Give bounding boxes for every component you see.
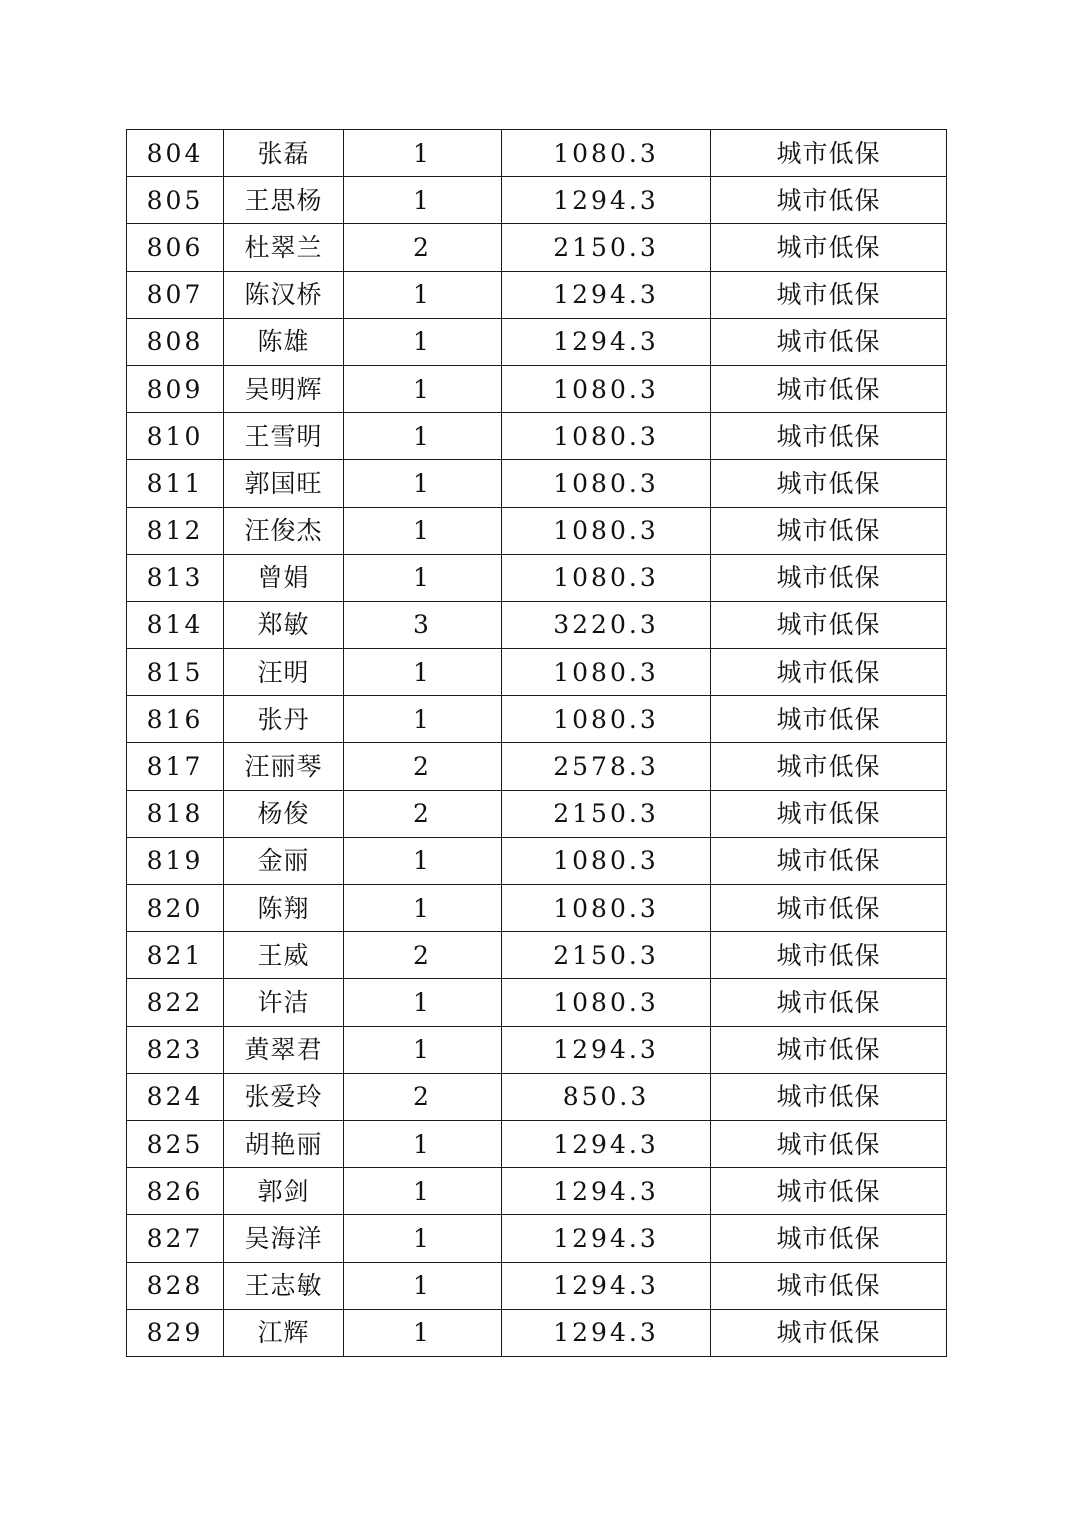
recipient-name-cell: 金丽 [224,837,344,884]
assistance-type-cell: 城市低保 [711,1168,947,1215]
table-row [127,1262,947,1309]
table-row [127,460,947,507]
assistance-type-cell: 城市低保 [711,1309,947,1356]
assistance-type-cell: 城市低保 [711,413,947,460]
household-count-cell: 1 [344,460,502,507]
subsidy-amount-cell: 1080.3 [502,649,711,696]
assistance-type-cell: 城市低保 [711,460,947,507]
household-count-cell: 1 [344,130,502,177]
household-count-cell: 2 [344,932,502,979]
row-number-cell: 816 [127,696,224,743]
roster-table-body [127,130,947,1357]
row-number-cell: 806 [127,224,224,271]
household-count-cell: 1 [344,1215,502,1262]
household-count-cell: 1 [344,1026,502,1073]
household-count-cell: 1 [344,507,502,554]
row-number-cell: 815 [127,649,224,696]
table-row [127,696,947,743]
assistance-type-cell: 城市低保 [711,979,947,1026]
assistance-type-cell: 城市低保 [711,554,947,601]
recipient-name-cell: 许洁 [224,979,344,1026]
household-count-cell: 1 [344,837,502,884]
subsidy-amount-cell: 1294.3 [502,318,711,365]
table-row [127,1309,947,1356]
household-count-cell: 1 [344,271,502,318]
subsidy-amount-cell: 2150.3 [502,224,711,271]
table-row [127,365,947,412]
assistance-type-cell: 城市低保 [711,1215,947,1262]
household-count-cell: 2 [344,790,502,837]
row-number-cell: 814 [127,601,224,648]
household-count-cell: 1 [344,554,502,601]
table-row [127,224,947,271]
table-row [127,979,947,1026]
household-count-cell: 1 [344,649,502,696]
table-row [127,413,947,460]
recipient-name-cell: 郭国旺 [224,460,344,507]
table-row [127,837,947,884]
assistance-type-cell: 城市低保 [711,696,947,743]
table-row [127,790,947,837]
household-count-cell: 2 [344,224,502,271]
subsidy-amount-cell: 1080.3 [502,413,711,460]
assistance-type-cell: 城市低保 [711,318,947,365]
household-count-cell: 1 [344,318,502,365]
table-row [127,743,947,790]
recipient-name-cell: 陈雄 [224,318,344,365]
row-number-cell: 813 [127,554,224,601]
recipient-name-cell: 郑敏 [224,601,344,648]
subsidy-amount-cell: 1080.3 [502,979,711,1026]
recipient-name-cell: 王雪明 [224,413,344,460]
assistance-type-cell: 城市低保 [711,507,947,554]
recipient-name-cell: 杨俊 [224,790,344,837]
household-count-cell: 2 [344,743,502,790]
row-number-cell: 829 [127,1309,224,1356]
table-row [127,1168,947,1215]
household-count-cell: 1 [344,1168,502,1215]
row-number-cell: 810 [127,413,224,460]
assistance-type-cell: 城市低保 [711,1026,947,1073]
assistance-type-cell: 城市低保 [711,601,947,648]
subsidy-amount-cell: 1080.3 [502,507,711,554]
assistance-type-cell: 城市低保 [711,743,947,790]
subsidy-amount-cell: 1080.3 [502,885,711,932]
table-row [127,885,947,932]
household-count-cell: 1 [344,413,502,460]
recipient-name-cell: 郭剑 [224,1168,344,1215]
household-count-cell: 2 [344,1073,502,1120]
recipient-name-cell: 汪明 [224,649,344,696]
row-number-cell: 826 [127,1168,224,1215]
recipient-name-cell: 张爱玲 [224,1073,344,1120]
recipient-name-cell: 王思杨 [224,177,344,224]
subsidy-amount-cell: 1294.3 [502,1120,711,1167]
subsidy-amount-cell: 1294.3 [502,177,711,224]
table-row [127,1073,947,1120]
subsidy-amount-cell: 1294.3 [502,1168,711,1215]
assistance-type-cell: 城市低保 [711,790,947,837]
subsidy-amount-cell: 1294.3 [502,1262,711,1309]
assistance-type-cell: 城市低保 [711,1120,947,1167]
recipient-name-cell: 汪俊杰 [224,507,344,554]
row-number-cell: 817 [127,743,224,790]
subsidy-amount-cell: 1080.3 [502,460,711,507]
household-count-cell: 1 [344,885,502,932]
assistance-roster-table [126,129,947,1357]
row-number-cell: 818 [127,790,224,837]
recipient-name-cell: 陈汉桥 [224,271,344,318]
row-number-cell: 825 [127,1120,224,1167]
recipient-name-cell: 汪丽琴 [224,743,344,790]
subsidy-amount-cell: 1294.3 [502,1309,711,1356]
subsidy-amount-cell: 1080.3 [502,696,711,743]
subsidy-amount-cell: 1080.3 [502,554,711,601]
recipient-name-cell: 吴明辉 [224,365,344,412]
household-count-cell: 1 [344,177,502,224]
assistance-type-cell: 城市低保 [711,649,947,696]
assistance-type-cell: 城市低保 [711,1262,947,1309]
row-number-cell: 811 [127,460,224,507]
assistance-type-cell: 城市低保 [711,224,947,271]
table-row [127,130,947,177]
row-number-cell: 807 [127,271,224,318]
table-row [127,1120,947,1167]
assistance-type-cell: 城市低保 [711,130,947,177]
subsidy-amount-cell: 1080.3 [502,365,711,412]
row-number-cell: 819 [127,837,224,884]
recipient-name-cell: 胡艳丽 [224,1120,344,1167]
table-row [127,177,947,224]
recipient-name-cell: 王威 [224,932,344,979]
recipient-name-cell: 杜翠兰 [224,224,344,271]
table-row [127,507,947,554]
household-count-cell: 1 [344,1309,502,1356]
table-row [127,932,947,979]
assistance-type-cell: 城市低保 [711,271,947,318]
recipient-name-cell: 张磊 [224,130,344,177]
row-number-cell: 824 [127,1073,224,1120]
subsidy-amount-cell: 1294.3 [502,1026,711,1073]
recipient-name-cell: 江辉 [224,1309,344,1356]
subsidy-amount-cell: 1294.3 [502,1215,711,1262]
row-number-cell: 809 [127,365,224,412]
subsidy-amount-cell: 2150.3 [502,932,711,979]
row-number-cell: 804 [127,130,224,177]
subsidy-amount-cell: 1080.3 [502,130,711,177]
table-row [127,1215,947,1262]
subsidy-amount-cell: 3220.3 [502,601,711,648]
household-count-cell: 1 [344,1120,502,1167]
household-count-cell: 3 [344,601,502,648]
row-number-cell: 820 [127,885,224,932]
row-number-cell: 827 [127,1215,224,1262]
subsidy-amount-cell: 850.3 [502,1073,711,1120]
row-number-cell: 821 [127,932,224,979]
assistance-type-cell: 城市低保 [711,885,947,932]
table-row [127,601,947,648]
assistance-type-cell: 城市低保 [711,1073,947,1120]
recipient-name-cell: 黄翠君 [224,1026,344,1073]
subsidy-amount-cell: 1294.3 [502,271,711,318]
row-number-cell: 808 [127,318,224,365]
household-count-cell: 1 [344,365,502,412]
table-row [127,318,947,365]
household-count-cell: 1 [344,1262,502,1309]
subsidy-amount-cell: 2578.3 [502,743,711,790]
row-number-cell: 805 [127,177,224,224]
recipient-name-cell: 王志敏 [224,1262,344,1309]
table-row [127,1026,947,1073]
row-number-cell: 822 [127,979,224,1026]
assistance-type-cell: 城市低保 [711,365,947,412]
table-row [127,554,947,601]
table-row [127,649,947,696]
assistance-type-cell: 城市低保 [711,177,947,224]
subsidy-amount-cell: 1080.3 [502,837,711,884]
recipient-name-cell: 张丹 [224,696,344,743]
row-number-cell: 823 [127,1026,224,1073]
recipient-name-cell: 吴海洋 [224,1215,344,1262]
subsidy-amount-cell: 2150.3 [502,790,711,837]
assistance-type-cell: 城市低保 [711,932,947,979]
recipient-name-cell: 曾娟 [224,554,344,601]
assistance-type-cell: 城市低保 [711,837,947,884]
recipient-name-cell: 陈翔 [224,885,344,932]
household-count-cell: 1 [344,696,502,743]
row-number-cell: 812 [127,507,224,554]
row-number-cell: 828 [127,1262,224,1309]
table-row [127,271,947,318]
household-count-cell: 1 [344,979,502,1026]
